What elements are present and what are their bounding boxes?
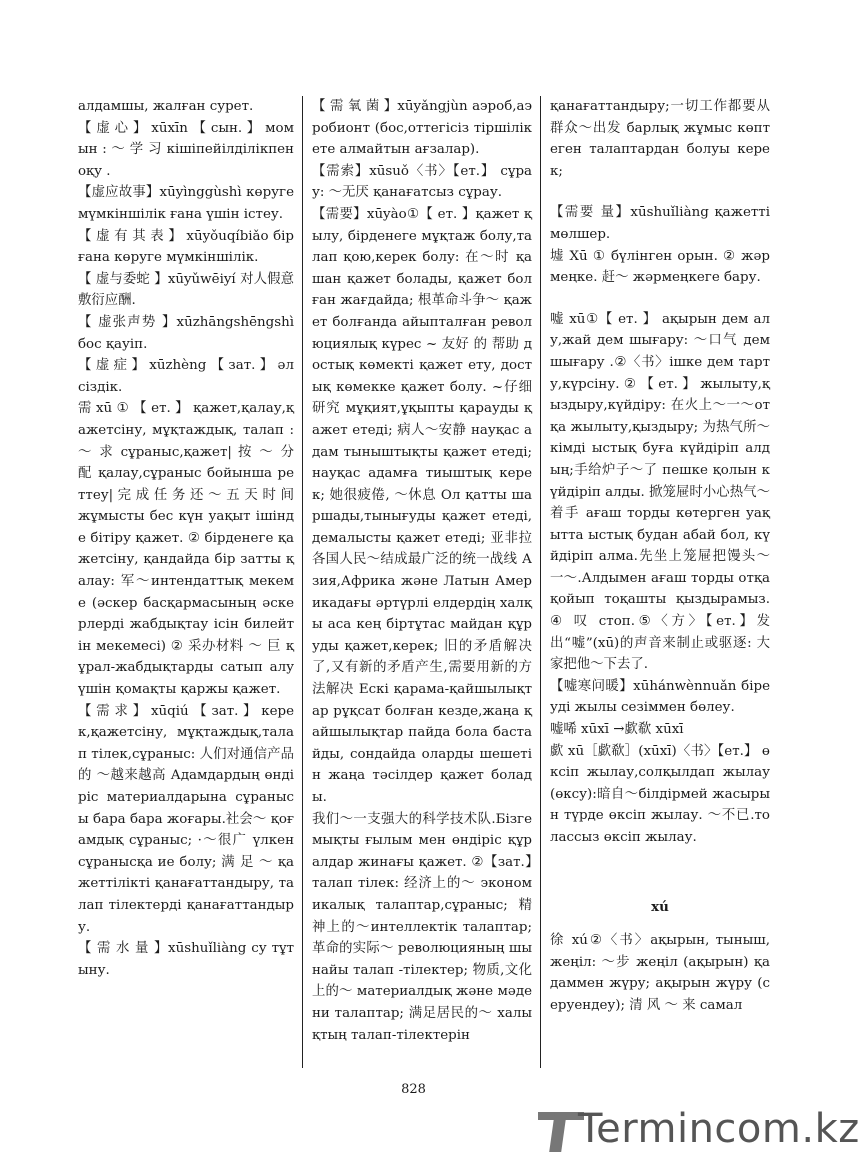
- dictionary-column-3: [550, 96, 770, 1017]
- entry: 【 需 求 】 xūqiú 【 зат. 】 керек,қажетсіну, мұқтаждық,талап тілек,сұраныс: 人们对通信产品的 ～越来越高 Адамдардың өндіріс материалдарына сұранысы бара бара жоғары.社会～ қоғамдық сұраныс; ·～很广 үлкен сұранысқа ие болу; 满 足 ～ қажеттілікті қанағаттандыру, талап тілектерді қанағаттандыру.: [78, 703, 294, 935]
- entry: 【 虚与委蛇 】xūyǔwēiyí 对人假意敷衍应酬.: [78, 271, 294, 309]
- entry: 我们～一支强大的科学技术队.Бізге мықты ғылым мен өндіріс құралдар жинағы қажет. ②【зат.】талап тілек: 经济上的～ экономикалық талаптар,сұраныс; 精神上的～интеллектік талаптар; 革命的实际～ революцияның шынайы талап -тілектер; 物质,文化上的～ материалдық және мәдени талаптар; 满足居民的～ халықтың талап-тілектерін: [312, 811, 532, 1043]
- entry: 【 虚张声势 】xūzhāngshēngshì бос қауіп.: [78, 314, 294, 352]
- entry: 嘘 xū①【 ет. 】 ақырын дем алу,жай дем шығару: ～口气 дем шығару .②〈书〉ішке дем тарту,күрсіну. ② 【 ет. 】 жылыту,қыздыру,күйдіру: 在火上～一～отқа жылыту,қыздыру; 为热气所～кімді ыстық буға күйдіріп алдың;手给炉子～了 пешке қолын күйдіріп алды. 掀笼屉时小心热气～着手 ағаш торды көтерген уақытта ыстық будан абай бол, күйдіріп алма.先坐上笼屉把馒头～一～.Алдымен ағаш торды отқа қойып тоқашты қыздырамыз.④ 叹 стоп.⑤〈方〉【ет.】发出“嘘”(xū)的声音来制止或驱逐: 大家把他～下去了.: [550, 311, 770, 673]
- entry: 墟 Xū ① бүлінген орын. ② жәрмеңке. 赶～ жәрмеңкеге бару.: [550, 248, 770, 286]
- entry: 【需索】xūsuǒ〈书〉【ет.】 сұрау: ～无厌 қанағатсыз сұрау.: [312, 163, 532, 201]
- page-number: 828: [401, 1082, 426, 1097]
- entry: 【需要 量】xūshuǐliàng қажетті мөлшер.: [550, 205, 770, 242]
- entry: 需 xū ① 【 ет. 】 қажет,қалау,қажетсіну, мұқтаждық, талап : ～ 求 сұраныс,қажет| 按 ～ 分 配 қалау,сұраныс бойынша реттеу| 完 成 任 务 还 ～ 五 天 时 间 жұмысты бес күн уақыт ішінде бітіру қажет. ② бірденеге қажетсіну, қандайда бір затты қалау: 军～интендаттық мекеме (әскер басқармасының әскерлерді жабдықтау ісін билейтін мекемесі) ② 采办材料 ～ 巨 құрал-жабдықтарды сатып алу үшін қомақты қаржы қажет.: [78, 401, 294, 698]
- column-divider: [302, 96, 303, 1068]
- termincom-logo: [538, 1100, 860, 1158]
- entry: 【虚应故事】xūyìnggùshì көруге мүмкіншілік ғана үшін істеу.: [78, 185, 294, 222]
- entry: 【 虚 有 其 表 】 xūyǒuqíbiǎo бір ғана көруге мүмкіншілік.: [78, 228, 294, 266]
- entry: 【 虚 心 】 xūxīn 【 сын. 】 момын : ～ 学 习 кішіпейілділікпен оқу .: [78, 120, 294, 179]
- entry: 【 需 水 量 】xūshuǐliàng су тұтыну.: [78, 941, 294, 978]
- entry: 【 需 氧 菌 】xūyǎngjùn аэроб,аэробионт (бос,оттегісіз тіршілік ете алмайтын ағзалар).: [312, 99, 532, 158]
- entry: 【需要】xūyào①【 ет. 】қажет қылу, бірденеге мұқтаж болу,талап қою,керек болу: 在～时 қашан қажет болады, қажет болған жағдайда; 根革命斗争～ қажет болғанда айыпталған революциялық күрес ~ 友好 的 帮助 достық көмекті қажет ету, достық көмекке қажет болу. ~仔细研究 мұқият,ұқыпты қарауды қажет етеді; 病人～安静 науқас адам тыныштықты қажет етеді;науқас адамға тиыштық керек; 她很疲倦, ～休息 Ол қатты шаршады,тынығуды қажет етеді,демалысты қажет етеді; 亚非拉各国人民～结成最广泛的统一战线 Азия,Африка және Латын Америкадағы әртүрлі елдердің халқы аса кең біртұтас майдан құруды қажет,керек; 旧的矛盾解决了,又有新的矛盾产生,需要用新的方法解决 Ескі қарама-қайшылықтар рұқсат болған кезде,жаңа қайшылықтар пайда бола бастайды, сондайда оларды шешетін жаңа тәсілдер қажет болады.: [312, 206, 532, 805]
- entry: қанағаттандыру;一切工作都要从群众～出发 барлық жұмыс көптеген талаптардан болуы керек;: [550, 99, 770, 179]
- entry: 徐 xú②〈书〉ақырын, тыныш, жеңіл: ～步 жеңіл (ақырын) қадаммен жүру; ақырын жүру (серуендеу); 清 风 ～ 来 самал: [550, 933, 770, 1013]
- entry: 【嘘寒问暖】xūhánwènnuǎn біреуді жылы сезіммен бөлеу.: [550, 678, 770, 716]
- column-divider: [540, 96, 541, 1068]
- entry: 嘘唏 xūxī →歔欷 xūxī: [550, 722, 684, 738]
- logo-text: Termincom.kz: [578, 1106, 860, 1152]
- entry: 【 虚 症 】 xūzhèng 【 зат. 】 әлсіздік.: [78, 358, 294, 395]
- section-heading: xú: [651, 898, 669, 915]
- entry: алдамшы, жалған сурет.: [78, 99, 254, 114]
- entry: 歔 xū［歔欷］(xūxī)〈书〉【ет.】 өксіп жылау,солқылдап жылау (өксу):暗自～білдірмей жасырын түрде өксіп жылау. ～不已.толассыз өксіп жылау.: [550, 743, 770, 845]
- dictionary-column-2: [312, 96, 532, 1046]
- dictionary-column-1: [78, 96, 294, 981]
